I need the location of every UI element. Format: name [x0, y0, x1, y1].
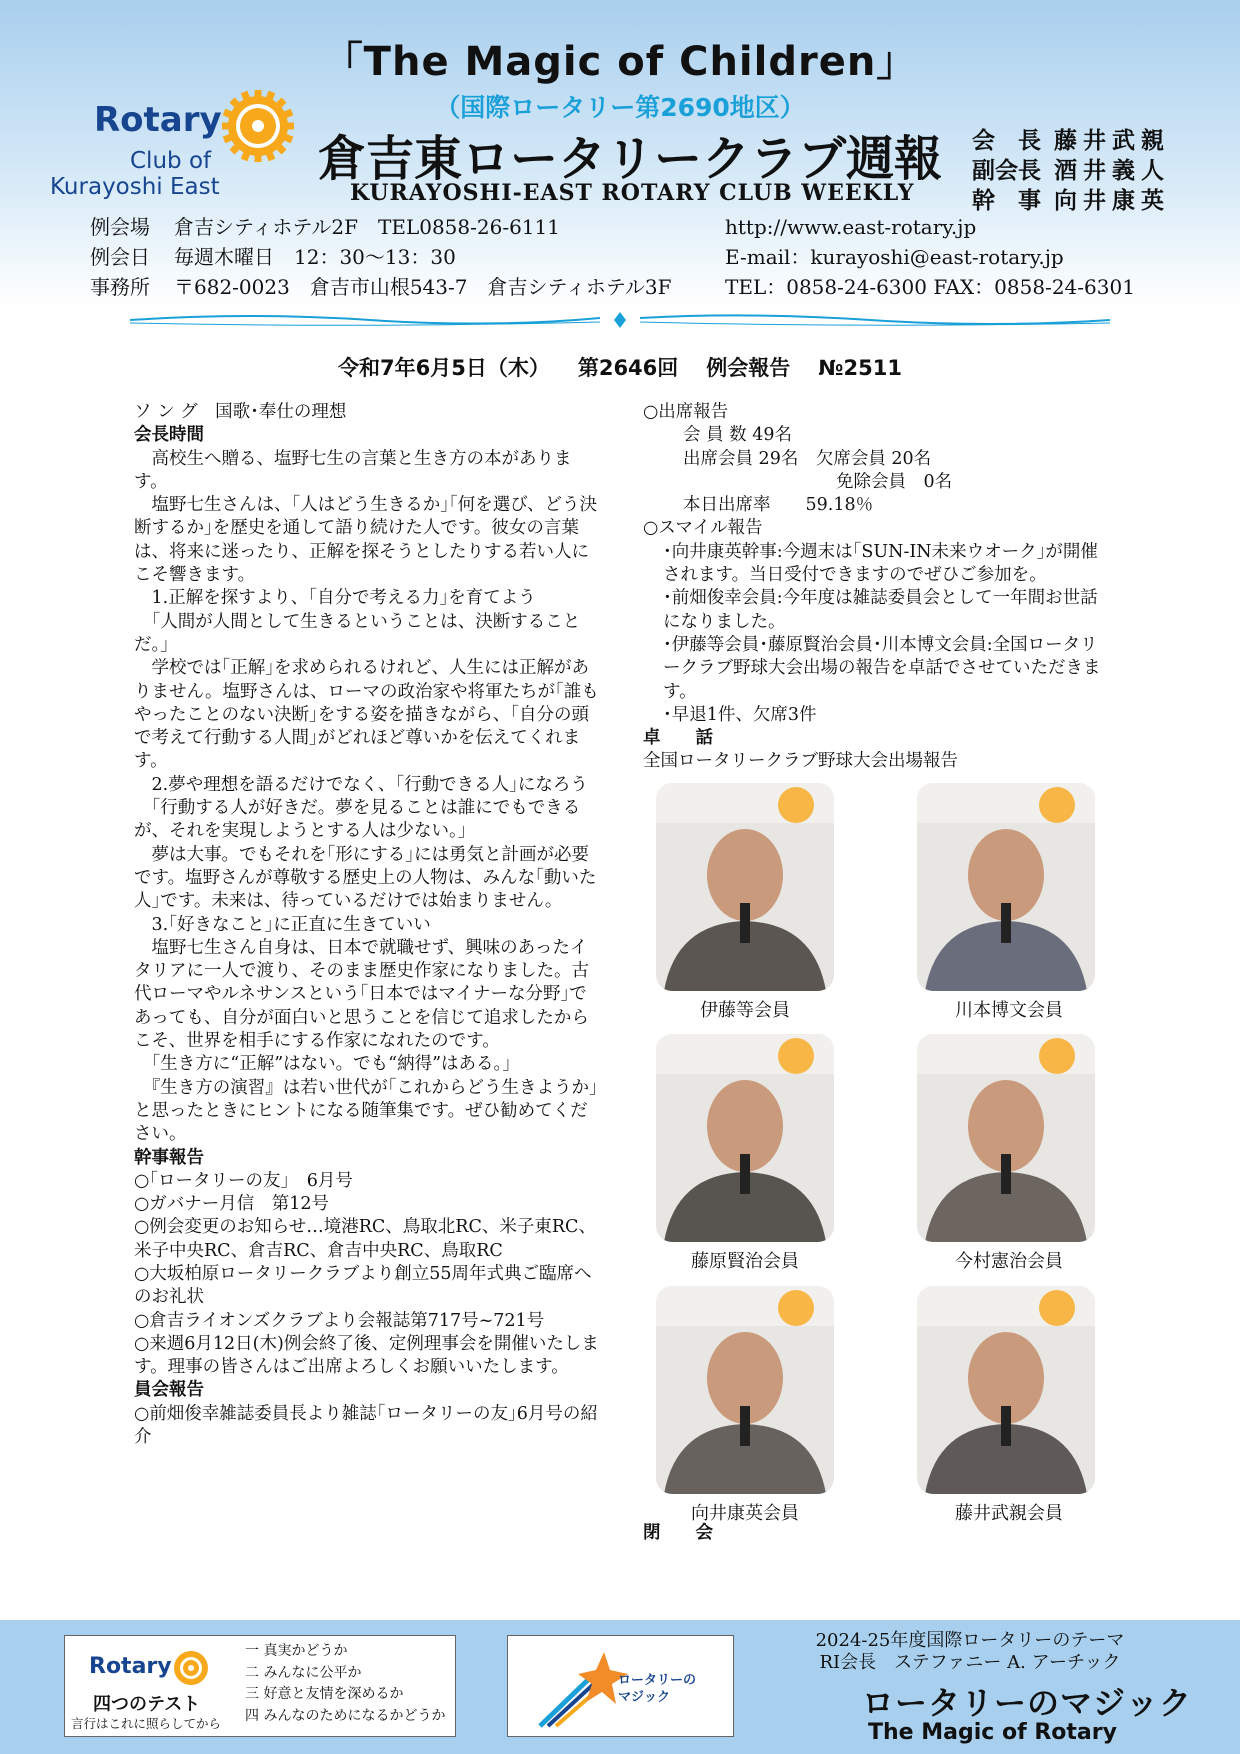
four-way-test-box: [64, 1635, 456, 1737]
photo-caption: 向井康英会員: [691, 1503, 799, 1524]
four-test-list: [245, 1641, 445, 1727]
list-item: ○来週6月12日(木)例会終了後、定例理事会を開催いたします。理事の皆さんはご出席よろしくお願いいたします。: [134, 1333, 599, 1378]
paragraph: 1.正解を探すより、｢自分で考える力｣を育てよう: [134, 588, 536, 609]
office-address: 〒682-0023 倉吉市山根543-7 倉吉シティホテル3F: [174, 275, 672, 299]
paragraph: 塩野七生さん自身は、日本で就職せず、興味のあったイタリアに一人で渡り、そのまま歴史作家になりました。古代ローマやルネサンスという｢日本ではマイナーな分野｣であっても、自分が面白いと思うことを信じて追求したからこそ、世界を相手にする作家になれたのです。: [134, 937, 589, 1052]
meeting-day: 毎週木曜日 12：30～13：30: [174, 245, 456, 269]
list-item: ･前畑俊幸会員:今年度は雑誌委員会として一年間お世話になりました。: [663, 588, 1098, 632]
list-item: ○倉吉ライオンズクラブより会報誌第717号~721号: [134, 1310, 545, 1331]
paragraph: 塩野七生さんは、｢人はどう生きるか｣｢何を選び、どう決断するか｣を歴史を通して語り続けた人です。彼女の言葉は、将来に迷ったり、正解を探そうとしたりする若い人にこそ響きます。: [134, 495, 598, 586]
attendance-row: [643, 448, 1113, 471]
member-photo: [917, 1034, 1095, 1242]
paragraph: 2.夢や理想を語るだけでなく、｢行動できる人｣になろう: [134, 774, 588, 795]
paragraph: ｢生き方に“正解”はない。でも“納得”はある。｣: [134, 1054, 512, 1075]
four-test-item: 二 みんなに公平か: [245, 1664, 362, 1681]
officer-name: 藤井武親: [1054, 127, 1170, 154]
member-count: 会 員 数 49名: [683, 425, 792, 446]
smile-heading: ○スマイル報告: [643, 518, 763, 539]
rotary-logo-word: Rotary: [94, 100, 222, 140]
attendance-heading: ○出席報告: [643, 402, 729, 422]
email-link[interactable]: E-mail：kurayoshi@east-rotary.jp: [725, 245, 1064, 269]
paragraph: 3.｢好きなこと｣に正直に生きていい: [134, 914, 431, 935]
officer-role: 会 長: [972, 127, 1041, 154]
list-item: ○大坂柏原ロータリークラブより創立55周年式典ご臨席へのお礼状: [134, 1263, 592, 1308]
exempt-count: 免除会員 0名: [836, 471, 953, 492]
officer-row: [972, 156, 1170, 186]
four-test-item: 四 みんなのためになるかどうか: [245, 1707, 446, 1724]
paragraph: ｢人間が人間として生きるということは、決断することだ。｣: [134, 611, 581, 655]
day-label: 例会日: [90, 245, 150, 269]
song-label: ソ ン グ: [134, 402, 198, 422]
meeting-session: 第2646回: [577, 356, 679, 380]
list-item: ○ガバナー月信 第12号: [134, 1194, 330, 1215]
magic-logo-line: マジック: [618, 1690, 671, 1705]
committee-heading: 員会報告: [134, 1380, 204, 1401]
decorative-divider: [130, 308, 1110, 332]
member-photo: [917, 1286, 1095, 1494]
officer-name: 酒井義人: [1054, 157, 1170, 184]
secretary-heading: 幹事報告: [134, 1147, 204, 1168]
rotary-wheel-icon: [218, 86, 298, 166]
theme-block: [800, 1630, 1140, 1674]
member-photo: [917, 783, 1095, 991]
meeting-title: [0, 352, 1240, 382]
president-heading: 会長時間: [134, 425, 204, 446]
officer-row: [972, 126, 1170, 156]
club-name-en: KURAYOSHI-EAST ROTARY CLUB WEEKLY: [350, 180, 915, 206]
member-photo: [656, 1034, 834, 1242]
theme-line: 2024-25年度国際ロータリーのテーマ: [815, 1630, 1125, 1651]
rotary-logo-sub1: Club of: [130, 148, 212, 174]
paragraph: 高校生へ贈る、塩野七生の言葉と生き方の本があります。: [134, 448, 572, 492]
rate-label: 本日出席率: [683, 495, 771, 516]
list-item: ･向井康英幹事:今週末は｢SUN-IN未来ウオーク｣が開催されます。当日受付できますのでぜひご参加を。: [663, 541, 1098, 586]
photo-caption: 伊藤等会員: [700, 1000, 790, 1021]
officer-role: 副会長: [972, 157, 1041, 184]
paragraph: 『生き方の演習』は若い世代が｢これからどう生きようか｣と思ったときにヒントになる随筆集です。ぜひ勧めてください。: [134, 1077, 598, 1145]
paragraph: 夢は大事。でもそれを｢形にする｣には勇気と計画が必要です。塩野さんが尊敬する歴史上の人物は、みんな｢動いた人｣です。未来は、待っているだけでは始まりません。: [134, 844, 597, 912]
meeting-date: 令和7年6月5日（木）: [337, 356, 550, 380]
list-item: ○例会変更のお知らせ…境港RC、鳥取北RC、米子東RC、米子中央RC、倉吉RC、倉吉中央RC、鳥取RC: [134, 1217, 596, 1261]
footer: [0, 1620, 1240, 1754]
tel-fax: TEL：0858-24-6300 FAX：0858-24-6301: [725, 275, 1135, 299]
four-test-subtitle: 言行はこれに照らしてから: [71, 1716, 222, 1731]
rotary-logo-sub2: Kurayoshi East: [50, 174, 220, 200]
left-column: [134, 401, 600, 1449]
talk-heading: 卓 話: [643, 728, 713, 749]
talk-title: 全国ロータリークラブ野球大会出場報告: [643, 751, 958, 772]
theme-jp: ロータリーのマジック: [862, 1684, 1193, 1722]
photo-caption: 藤原賢治会員: [691, 1251, 799, 1272]
list-item: ･伊藤等会員･藤原賢治会員･川本博文会員:全国ロータリークラブ野球大会出場の報告を卓話でさせていただきます。: [663, 634, 1101, 702]
office-label: 事務所: [90, 275, 150, 299]
list-item: ○｢ロータリーの友｣ 6月号: [134, 1170, 353, 1191]
paragraph: ｢行動する人が好きだ。夢を見ることは誰にでもできるが、それを実現しようとする人は少ない。｣: [134, 798, 581, 842]
photo-caption: 川本博文会員: [955, 1000, 1063, 1021]
four-test-item: 一 真実かどうか: [245, 1643, 348, 1659]
officers: [972, 126, 1170, 216]
four-test-brand: Rotary: [89, 1654, 172, 1679]
magic-logo-box: [507, 1635, 734, 1737]
song-line: [134, 401, 600, 424]
officer-role: 幹 事: [972, 187, 1041, 214]
theme-en: The Magic of Rotary: [868, 1720, 1117, 1745]
district: （国際ロータリー第2690地区）: [435, 93, 805, 122]
meeting-type: 例会報告: [706, 356, 791, 380]
song-title: 国歌･奉仕の理想: [215, 402, 347, 422]
club-contact: [725, 212, 1135, 302]
member-photo: [656, 783, 834, 991]
club-name: 倉吉東ロータリークラブ週報: [318, 131, 943, 187]
officer-name: 向井康英: [1054, 187, 1170, 214]
member-photo: [656, 1286, 834, 1494]
attendance-rate: 59.18％: [805, 495, 874, 516]
four-test-title: 四つのテスト: [93, 1694, 201, 1715]
venue: 倉吉シティホテル2F TEL0858-26-6111: [174, 215, 560, 239]
tagline: 「The Magic of Children」: [322, 39, 918, 85]
list-item: ○前畑俊幸雑誌委員長より雑誌｢ロータリーの友｣6月号の紹介: [134, 1403, 598, 1448]
magic-logo-line: ロータリーの: [618, 1673, 697, 1688]
closing: 閉 会: [643, 1523, 713, 1543]
photo-caption: 今村憲治会員: [955, 1251, 1063, 1272]
paragraph: 学校では｢正解｣を求められるけれど、人生には正解がありません。塩野さんは、ローマの政治家や将軍たちが｢誰もやったことのない決断｣をする姿を描きながら、｢自分の頭で考えて行動する人間｣がどれほど尊いかを伝えてくれます。: [134, 658, 599, 772]
magic-logo-text: [618, 1672, 696, 1706]
rotary-wheel-icon: [171, 1648, 211, 1688]
issue-number: №2511: [818, 356, 902, 380]
attendance-rate-row: [643, 494, 1113, 517]
theme-president: RI会長 ステファニー A. アーチック: [819, 1652, 1121, 1673]
attended-count: 出席会員 29名: [683, 448, 799, 469]
four-test-item: 三 好意と友情を深めるか: [245, 1686, 404, 1702]
photo-caption: 藤井武親会員: [955, 1503, 1063, 1524]
club-info: [90, 212, 672, 302]
absent-count: 欠席会員 20名: [815, 448, 932, 469]
list-item: ･早退1件、欠席3件: [663, 704, 817, 725]
website-link[interactable]: http://www.east-rotary.jp: [725, 215, 977, 239]
right-column: [643, 401, 1113, 774]
venue-label: 例会場: [90, 215, 150, 239]
